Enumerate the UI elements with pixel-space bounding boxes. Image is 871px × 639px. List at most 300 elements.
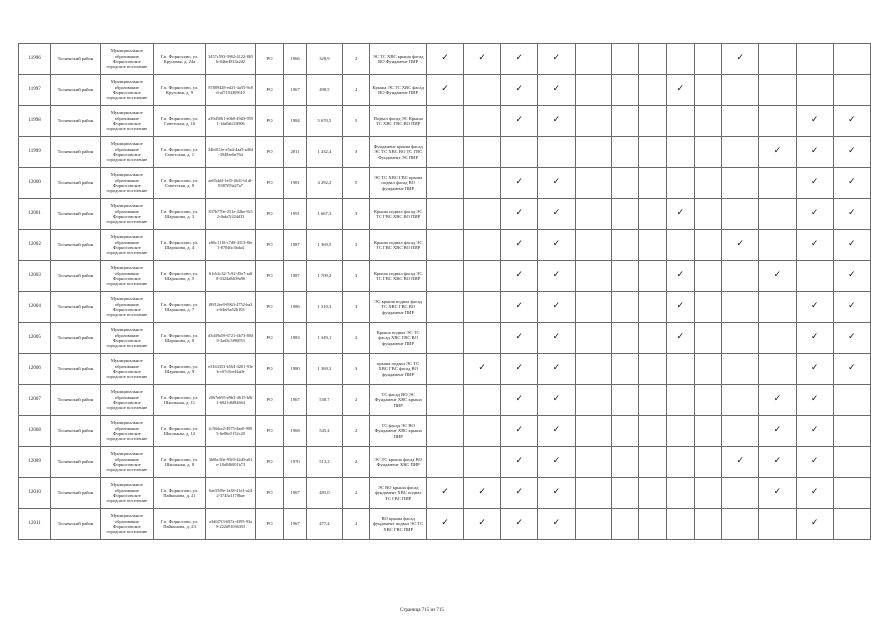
empty-cell [464, 199, 501, 230]
municipality-cell: Муниципальное образование Форносовское городское поселение [100, 106, 153, 137]
row-id: 12006 [19, 354, 51, 385]
fund-form-cell: РО [256, 292, 284, 323]
empty-cell [575, 509, 611, 540]
empty-cell [426, 385, 463, 416]
fund-form-cell: РО [256, 478, 284, 509]
table-row [19, 75, 871, 106]
year-built-cell: 1970 [284, 447, 307, 478]
empty-cell [611, 261, 638, 292]
empty-cell [639, 447, 666, 478]
empty-cell [611, 354, 638, 385]
municipality-cell: Муниципальное образование Форносовское городское поселение [100, 385, 153, 416]
empty-cell [464, 416, 501, 447]
empty-cell [575, 106, 611, 137]
empty-cell [694, 385, 721, 416]
empty-cell [796, 44, 833, 75]
municipality-cell: Муниципальное образование Форносовское городское поселение [100, 447, 153, 478]
row-id: 12004 [19, 292, 51, 323]
empty-cell [694, 199, 721, 230]
empty-cell [722, 509, 759, 540]
works-list-cell: ЭС ТС ХВС крыша фасад ВО Фундамент ПИР [370, 44, 427, 75]
check-mark-icon: ✓ [833, 106, 870, 137]
check-mark-icon: ✓ [426, 75, 463, 106]
empty-cell [575, 168, 611, 199]
fund-form-cell: РО [256, 168, 284, 199]
year-built-cell: 1991 [284, 199, 307, 230]
check-mark-icon: ✓ [501, 230, 538, 261]
empty-cell [722, 416, 759, 447]
works-list-cell: ЭС ВО крыша фасад фундамент ХВС подвал ТС ГВС ПИР [370, 478, 427, 509]
check-mark-icon: ✓ [666, 323, 694, 354]
check-mark-icon: ✓ [501, 354, 538, 385]
area-cell: 1 432,4 [307, 137, 343, 168]
district-cell: Тосненский район [51, 292, 101, 323]
check-mark-icon: ✓ [538, 44, 575, 75]
works-list-cell: Крыша подвал фасад ЭС ТС ГВС ХВС ВО ПИР [370, 261, 427, 292]
empty-cell [833, 44, 870, 75]
empty-cell [694, 509, 721, 540]
empty-cell [611, 106, 638, 137]
row-id: 11997 [19, 75, 51, 106]
check-mark-icon: ✓ [538, 447, 575, 478]
fias-code-cell: d3d49a59-6721-4b73-80d0-2ad3c5f96053 [206, 323, 256, 354]
check-mark-icon: ✓ [538, 323, 575, 354]
row-id: 12003 [19, 261, 51, 292]
empty-cell [722, 75, 759, 106]
row-id: 12002 [19, 230, 51, 261]
municipality-cell: Муниципальное образование Форносовское городское поселение [100, 354, 153, 385]
works-list-cell: ТС фасад ЭС ВО Фундамент ХВС крыша ПИР [370, 416, 427, 447]
year-built-cell: 1966 [284, 44, 307, 75]
fias-code-cell: 61cb2c32-7c92-45e7-adf8-3324a8409a96 [206, 261, 256, 292]
empty-cell [426, 416, 463, 447]
empty-cell [639, 168, 666, 199]
empty-cell [426, 292, 463, 323]
district-cell: Тосненский район [51, 354, 101, 385]
empty-cell [575, 44, 611, 75]
empty-cell [639, 44, 666, 75]
empty-cell [611, 416, 638, 447]
check-mark-icon: ✓ [501, 509, 538, 540]
year-built-cell: 1981 [284, 168, 307, 199]
check-mark-icon: ✓ [833, 261, 870, 292]
floors-cell: 2 [342, 385, 370, 416]
check-mark-icon: ✓ [833, 323, 870, 354]
empty-cell [464, 261, 501, 292]
municipality-cell: Муниципальное образование Форносовское городское поселение [100, 323, 153, 354]
year-built-cell: 2011 [284, 137, 307, 168]
empty-cell [575, 385, 611, 416]
check-mark-icon: ✓ [796, 292, 833, 323]
district-cell: Тосненский район [51, 416, 101, 447]
empty-cell [694, 75, 721, 106]
check-mark-icon: ✓ [501, 323, 538, 354]
municipality-cell: Муниципальное образование Форносовское городское поселение [100, 478, 153, 509]
district-cell: Тосненский район [51, 509, 101, 540]
check-mark-icon: ✓ [538, 385, 575, 416]
check-mark-icon: ✓ [538, 292, 575, 323]
check-mark-icon: ✓ [796, 323, 833, 354]
year-built-cell: 1967 [284, 478, 307, 509]
check-mark-icon: ✓ [501, 199, 538, 230]
empty-cell [611, 199, 638, 230]
fund-form-cell: РО [256, 509, 284, 540]
fias-code-cell: 24b011fe-e5a4-4aa5-a464-3948ee6e764 [206, 137, 256, 168]
fund-form-cell: РО [256, 416, 284, 447]
empty-cell [611, 230, 638, 261]
municipality-cell: Муниципальное образование Форносовское городское поселение [100, 137, 153, 168]
empty-cell [666, 416, 694, 447]
floors-cell: 3 [342, 354, 370, 385]
works-list-cell: ЭС ТС ХВС ГВС крыша подвал фасад ВО фундамент ПИР [370, 168, 427, 199]
works-list-cell: Крыша подвал фасад ЭС ТС ГВС ХВС ВО ПИР [370, 199, 427, 230]
check-mark-icon: ✓ [538, 168, 575, 199]
table-row [19, 199, 871, 230]
works-list-cell: крыша подвал ЭС ТС ХВС ГВС фасад ВО фундамент ПИР [370, 354, 427, 385]
area-cell: 1 369,5 [307, 230, 343, 261]
empty-cell [666, 509, 694, 540]
empty-cell [694, 354, 721, 385]
area-cell: 513,2 [307, 447, 343, 478]
check-mark-icon: ✓ [759, 385, 796, 416]
row-id: 11998 [19, 106, 51, 137]
district-cell: Тосненский район [51, 106, 101, 137]
empty-cell [722, 168, 759, 199]
empty-cell [759, 44, 796, 75]
year-built-cell: 1984 [284, 106, 307, 137]
empty-cell [722, 385, 759, 416]
row-id: 12010 [19, 478, 51, 509]
check-mark-icon: ✓ [722, 44, 759, 75]
empty-cell [575, 323, 611, 354]
check-mark-icon: ✓ [759, 447, 796, 478]
empty-cell [694, 323, 721, 354]
empty-cell [639, 509, 666, 540]
empty-cell [639, 230, 666, 261]
address-cell: Г.п. Форносово, ул. Шаронова, д. 4 [153, 230, 205, 261]
empty-cell [611, 447, 638, 478]
empty-cell [426, 199, 463, 230]
check-mark-icon: ✓ [538, 509, 575, 540]
area-cell: 4 292,2 [307, 168, 343, 199]
check-mark-icon: ✓ [501, 292, 538, 323]
check-mark-icon: ✓ [796, 385, 833, 416]
empty-cell [666, 354, 694, 385]
floors-cell: 2 [342, 509, 370, 540]
check-mark-icon: ✓ [501, 261, 538, 292]
works-list-cell: ТС фасад ВО ЭС Фундамент ХВС крыша ПИР [370, 385, 427, 416]
empty-cell [426, 354, 463, 385]
fund-form-cell: РО [256, 385, 284, 416]
table-row [19, 106, 871, 137]
empty-cell [833, 509, 870, 540]
empty-cell [575, 75, 611, 106]
check-mark-icon: ✓ [759, 261, 796, 292]
empty-cell [426, 447, 463, 478]
address-cell: Г.п. Форносово, ул. Пайконова, д. 21 [153, 478, 205, 509]
row-id: 12011 [19, 509, 51, 540]
floors-cell: 2 [342, 478, 370, 509]
empty-cell [833, 75, 870, 106]
empty-cell [575, 230, 611, 261]
empty-cell [759, 230, 796, 261]
district-cell: Тосненский район [51, 478, 101, 509]
municipality-cell: Муниципальное образование Форносовское городское поселение [100, 44, 153, 75]
fias-code-cell: 2067eb95-e9b1-4615-b8f1-6921d6f84664 [206, 385, 256, 416]
fund-form-cell: РО [256, 261, 284, 292]
area-cell: 1 349,1 [307, 323, 343, 354]
empty-cell [639, 354, 666, 385]
district-cell: Тосненский район [51, 199, 101, 230]
fias-code-cell: 6ae55f9e-1a38-41e3-a242-3745a1178bae [206, 478, 256, 509]
floors-cell: 3 [342, 137, 370, 168]
check-mark-icon: ✓ [722, 230, 759, 261]
floors-cell: 2 [342, 75, 370, 106]
empty-cell [694, 447, 721, 478]
empty-cell [666, 168, 694, 199]
year-built-cell: 1968 [284, 416, 307, 447]
empty-cell [611, 137, 638, 168]
address-cell: Г.п. Форносово, ул. Школьная, д. 11 [153, 385, 205, 416]
check-mark-icon: ✓ [796, 230, 833, 261]
works-list-cell: Фундамент крыша фасад ЭС ТС ХВС ВО ТС ГВС Фундамент ЭС ПИР [370, 137, 427, 168]
empty-cell [694, 478, 721, 509]
empty-cell [666, 478, 694, 509]
empty-cell [639, 478, 666, 509]
floors-cell: 5 [342, 168, 370, 199]
empty-cell [759, 323, 796, 354]
floors-cell: 3 [342, 292, 370, 323]
empty-cell [611, 509, 638, 540]
works-list-cell: Подвал фасад ЭС Крыша ТС ХВС ГВС ВО ПИР [370, 106, 427, 137]
empty-cell [639, 292, 666, 323]
housing-program-table [18, 43, 871, 540]
empty-cell [639, 199, 666, 230]
empty-cell [694, 416, 721, 447]
district-cell: Тосненский район [51, 385, 101, 416]
empty-cell [833, 385, 870, 416]
address-cell: Г.п. Форносово, ул. Шаронова, д. 3 [153, 199, 205, 230]
year-built-cell: 1967 [284, 75, 307, 106]
check-mark-icon: ✓ [538, 75, 575, 106]
floors-cell: 2 [342, 416, 370, 447]
fias-code-cell: fc58dce2-4975-4ae0-9095-6e86e5152c20 [206, 416, 256, 447]
address-cell: Г.п. Форносово, ул. Школьная, д. 8 [153, 447, 205, 478]
empty-cell [575, 478, 611, 509]
row-id: 12009 [19, 447, 51, 478]
fund-form-cell: РО [256, 106, 284, 137]
empty-cell [426, 168, 463, 199]
check-mark-icon: ✓ [796, 416, 833, 447]
check-mark-icon: ✓ [538, 230, 575, 261]
empty-cell [722, 199, 759, 230]
year-built-cell: 1967 [284, 385, 307, 416]
check-mark-icon: ✓ [464, 44, 501, 75]
fias-code-cell: a3d6f7f3-687a-4395-93a9-222d91036355 [206, 509, 256, 540]
empty-cell [722, 478, 759, 509]
fias-code-cell: 3457c593-3962-4122-865b-04be4813a2d2 [206, 44, 256, 75]
check-mark-icon: ✓ [538, 261, 575, 292]
row-id: 11999 [19, 137, 51, 168]
table-row [19, 509, 871, 540]
check-mark-icon: ✓ [759, 416, 796, 447]
empty-cell [722, 106, 759, 137]
check-mark-icon: ✓ [501, 75, 538, 106]
check-mark-icon: ✓ [501, 447, 538, 478]
empty-cell [464, 75, 501, 106]
check-mark-icon: ✓ [759, 137, 796, 168]
empty-cell [464, 323, 501, 354]
empty-cell [464, 385, 501, 416]
check-mark-icon: ✓ [501, 44, 538, 75]
check-mark-icon: ✓ [501, 168, 538, 199]
check-mark-icon: ✓ [796, 137, 833, 168]
table-row [19, 385, 871, 416]
check-mark-icon: ✓ [666, 75, 694, 106]
check-mark-icon: ✓ [464, 509, 501, 540]
check-mark-icon: ✓ [464, 354, 501, 385]
municipality-cell: Муниципальное образование Форносовское городское поселение [100, 199, 153, 230]
empty-cell [694, 44, 721, 75]
works-list-cell: ЭС крыша подвал фасад ТС ХВС ГВС ВО фундамент ПИР [370, 292, 427, 323]
address-cell: Г.п. Форносово, ул. Круговая, д. 24а [153, 44, 205, 75]
floors-cell: 3 [342, 199, 370, 230]
empty-cell [666, 44, 694, 75]
table-row [19, 478, 871, 509]
fias-code-cell: e66c1118-c7d8-4313-8fe1-87846c3bda4 [206, 230, 256, 261]
works-list-cell: ВО крыша фасад фундамент подвал ЭС ТС ХВС ГВС ПИР [370, 509, 427, 540]
fund-form-cell: РО [256, 447, 284, 478]
table-row [19, 168, 871, 199]
fias-code-cell: 3b0bc56e-95f0-42d0-a61e-18a846001b73 [206, 447, 256, 478]
check-mark-icon: ✓ [796, 478, 833, 509]
check-mark-icon: ✓ [759, 478, 796, 509]
empty-cell [694, 230, 721, 261]
empty-cell [722, 137, 759, 168]
empty-cell [722, 261, 759, 292]
check-mark-icon: ✓ [666, 261, 694, 292]
table-row [19, 230, 871, 261]
table-row [19, 261, 871, 292]
floors-cell: 3 [342, 323, 370, 354]
check-mark-icon: ✓ [426, 44, 463, 75]
fias-code-cell: e31b3353-b564-4201-93eb-c67c8ce44a0e [206, 354, 256, 385]
check-mark-icon: ✓ [538, 354, 575, 385]
year-built-cell: 1980 [284, 354, 307, 385]
empty-cell [426, 323, 463, 354]
empty-cell [639, 385, 666, 416]
area-cell: 530,7 [307, 385, 343, 416]
municipality-cell: Муниципальное образование Форносовское городское поселение [100, 509, 153, 540]
page-footer: Страница 715 из 715 [400, 608, 444, 613]
municipality-cell: Муниципальное образование Форносовское городское поселение [100, 292, 153, 323]
empty-cell [833, 416, 870, 447]
works-list-cell: Крыша подвал фасад ЭС ТС ГВС ХВС ВО ПИР [370, 230, 427, 261]
check-mark-icon: ✓ [722, 447, 759, 478]
empty-cell [611, 323, 638, 354]
check-mark-icon: ✓ [501, 106, 538, 137]
floors-cell: 2 [342, 44, 370, 75]
area-cell: 328,9 [307, 44, 343, 75]
empty-cell [611, 478, 638, 509]
address-cell: Г.п. Форносово, ул. Шаронова, д. 9 [153, 354, 205, 385]
empty-cell [611, 292, 638, 323]
district-cell: Тосненский район [51, 137, 101, 168]
empty-cell [694, 137, 721, 168]
empty-cell [694, 292, 721, 323]
year-built-cell: 1986 [284, 292, 307, 323]
check-mark-icon: ✓ [501, 385, 538, 416]
empty-cell [426, 230, 463, 261]
table-row [19, 416, 871, 447]
fund-form-cell: РО [256, 44, 284, 75]
fund-form-cell: РО [256, 137, 284, 168]
table-row [19, 292, 871, 323]
check-mark-icon: ✓ [833, 199, 870, 230]
table-row [19, 44, 871, 75]
empty-cell [759, 168, 796, 199]
check-mark-icon: ✓ [796, 168, 833, 199]
empty-cell [639, 106, 666, 137]
empty-cell [611, 44, 638, 75]
check-mark-icon: ✓ [833, 137, 870, 168]
address-cell: Г.п. Форносово, ул. Советская, д. 8 [153, 168, 205, 199]
empty-cell [426, 137, 463, 168]
fund-form-cell: РО [256, 354, 284, 385]
empty-cell [575, 137, 611, 168]
municipality-cell: Муниципальное образование Форносовское городское поселение [100, 261, 153, 292]
empty-cell [464, 168, 501, 199]
address-cell: Г.п. Форносово, ул. Советская, д. 1 [153, 137, 205, 168]
area-cell: 1 310,3 [307, 292, 343, 323]
empty-cell [666, 230, 694, 261]
empty-cell [796, 75, 833, 106]
check-mark-icon: ✓ [833, 168, 870, 199]
empty-cell [666, 385, 694, 416]
address-cell: Г.п. Форносово, ул. Шаронова, д. 8 [153, 323, 205, 354]
row-id: 12008 [19, 416, 51, 447]
fund-form-cell: РО [256, 230, 284, 261]
empty-cell [575, 354, 611, 385]
check-mark-icon: ✓ [501, 416, 538, 447]
check-mark-icon: ✓ [796, 199, 833, 230]
area-cell: 5 670,5 [307, 106, 343, 137]
municipality-cell: Муниципальное образование Форносовское городское поселение [100, 168, 153, 199]
empty-cell [611, 168, 638, 199]
year-built-cell: 1983 [284, 323, 307, 354]
fund-form-cell: РО [256, 323, 284, 354]
check-mark-icon: ✓ [538, 478, 575, 509]
area-cell: 1 709,2 [307, 261, 343, 292]
fias-code-cell: a39d5061-e0b0-49d3-9591-1da0ab33f906 [206, 106, 256, 137]
empty-cell [722, 292, 759, 323]
district-cell: Тосненский район [51, 168, 101, 199]
floors-cell: 3 [342, 261, 370, 292]
check-mark-icon: ✓ [426, 509, 463, 540]
municipality-cell: Муниципальное образование Форносовское городское поселение [100, 416, 153, 447]
area-cell: 1 667,3 [307, 199, 343, 230]
empty-cell [639, 137, 666, 168]
address-cell: Г.п. Форносово, ул. Шаронова, д. 7 [153, 292, 205, 323]
year-built-cell: 1987 [284, 230, 307, 261]
empty-cell [501, 137, 538, 168]
empty-cell [639, 323, 666, 354]
row-id: 12005 [19, 323, 51, 354]
empty-cell [639, 416, 666, 447]
works-list-cell: Крыша подвал ЭС ТС фасад ХВС ГВС ВО фундамент ПИР [370, 323, 427, 354]
empty-cell [611, 75, 638, 106]
district-cell: Тосненский район [51, 44, 101, 75]
